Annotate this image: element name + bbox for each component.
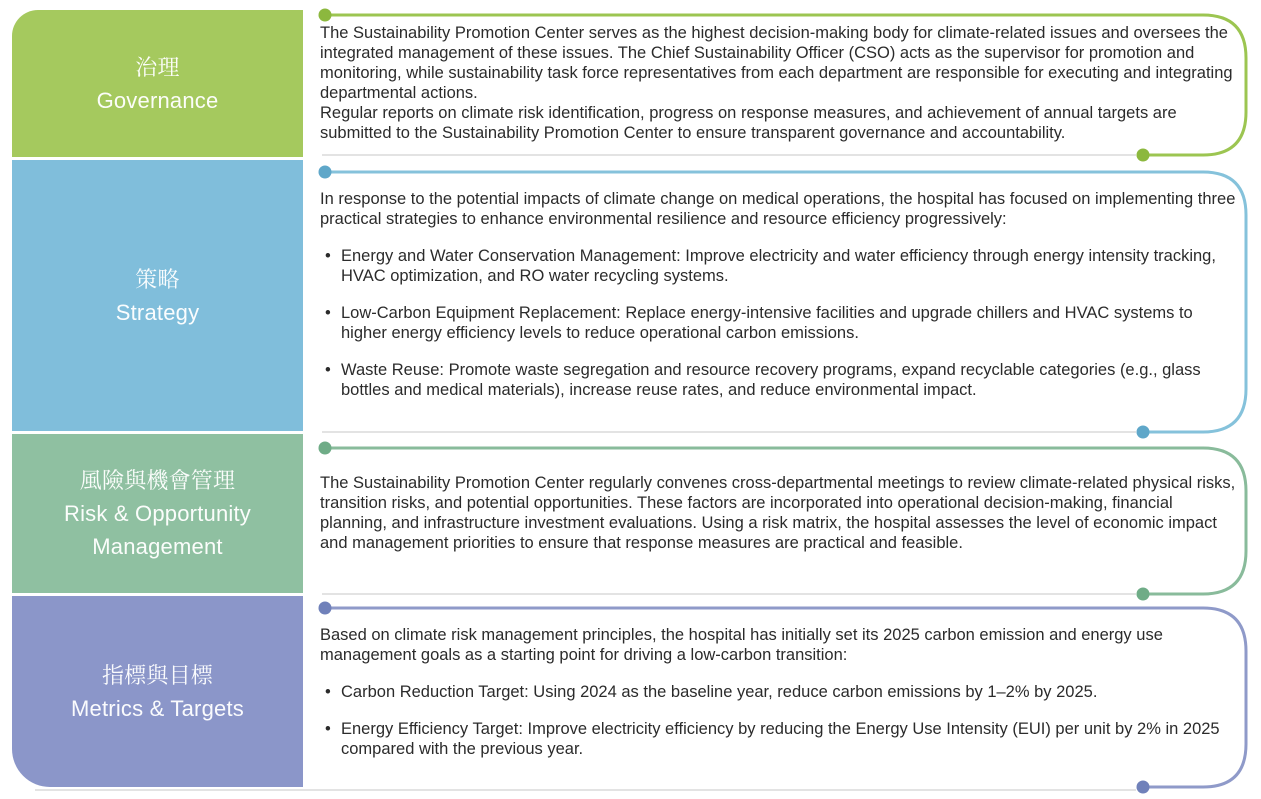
- connector-dot: [1137, 149, 1150, 162]
- list-item: [320, 682, 1236, 702]
- paragraph: The Sustainability Promotion Center serves as the highest decision-making body for climate-related issues and oversees the integrated management of these issues. The Chief Sustainability Officer (CSO) acts as the supervisor for promotion and monitoring, while sustainability task force representatives from each department are responsible for executing and integrating departmental actions.: [320, 24, 1233, 102]
- paragraph: Based on climate risk management principles, the hospital has initially set its 2025 carbon emission and energy use management goals as a starting point for driving a low-carbon transition:: [320, 626, 1163, 664]
- bullet-icon: •: [325, 304, 331, 322]
- governance-text: [320, 23, 1236, 143]
- metrics-targets-text: [320, 625, 1236, 759]
- list-item: [320, 246, 1236, 286]
- label-metrics-targets-en: Metrics & Targets: [71, 695, 244, 721]
- bullet-icon: •: [325, 720, 331, 738]
- bullet-text: Low-Carbon Equipment Replacement: Replace energy-intensive facilities and upgrade chillers and HVAC systems to higher energy efficiency levels to reduce operational carbon emissions.: [341, 304, 1193, 342]
- bullet-text: Energy Efficiency Target: Improve electricity efficiency by reducing the Energy Use Intensity (EUI) per unit by 2% in 2025 compared with the previous year.: [341, 720, 1220, 758]
- label-risk-opportunity-zh: 風險與機會管理: [79, 468, 236, 493]
- connector-dot: [319, 166, 332, 179]
- paragraph: In response to the potential impacts of climate change on medical operations, the hospital has focused on implementing three practical strategies to enhance environmental resilience and resource efficiency progressively:: [320, 190, 1236, 228]
- label-risk-opportunity-en: Risk & Opportunity Management: [63, 501, 251, 559]
- list-item: [320, 360, 1236, 400]
- bullet-text: Carbon Reduction Target: Using 2024 as the baseline year, reduce carbon emissions by 1–2% by 2025.: [341, 683, 1098, 701]
- bullet-icon: •: [325, 247, 331, 265]
- bullet-text: Waste Reuse: Promote waste segregation and resource recovery programs, expand recyclable categories (e.g., glass bottles and medical materials), increase reuse rates, and reduce environmental impact.: [341, 361, 1201, 399]
- bullet-icon: •: [325, 683, 331, 701]
- connector-dot: [319, 602, 332, 615]
- label-governance-zh: 治理: [135, 54, 180, 80]
- risk-opportunity-text: [320, 473, 1236, 553]
- list-item: [320, 719, 1236, 759]
- label-strategy-zh: 策略: [135, 266, 180, 292]
- label-strategy-en: Strategy: [115, 299, 200, 325]
- bullet-text: Energy and Water Conservation Management: Improve electricity and water efficiency through energy intensity tracking, HVAC optimization, and RO water recycling systems.: [341, 247, 1216, 285]
- list-item: [320, 303, 1236, 343]
- connector-dot: [1137, 781, 1150, 794]
- strategy-text: [320, 189, 1236, 400]
- connector-dot: [1137, 426, 1150, 439]
- connector-dot: [1137, 588, 1150, 601]
- connector-dot: [319, 442, 332, 455]
- bullet-icon: •: [325, 361, 331, 379]
- paragraph: Regular reports on climate risk identification, progress on response measures, and achievement of annual targets are submitted to the Sustainability Promotion Center to ensure transparent governance and accountability.: [320, 104, 1177, 142]
- connector-dot: [319, 9, 332, 22]
- label-governance-en: Governance: [96, 87, 219, 113]
- paragraph: The Sustainability Promotion Center regularly convenes cross-departmental meetings to review climate-related physical risks, transition risks, and potential opportunities. These factors are incorporated into operational decision-making, financial planning, and infrastructure investment evaluations. Using a risk matrix, the hospital assesses the level of economic impact and management priorities to ensure that response measures are practical and feasible.: [320, 474, 1236, 552]
- label-metrics-targets-zh: 指標與目標: [101, 662, 213, 688]
